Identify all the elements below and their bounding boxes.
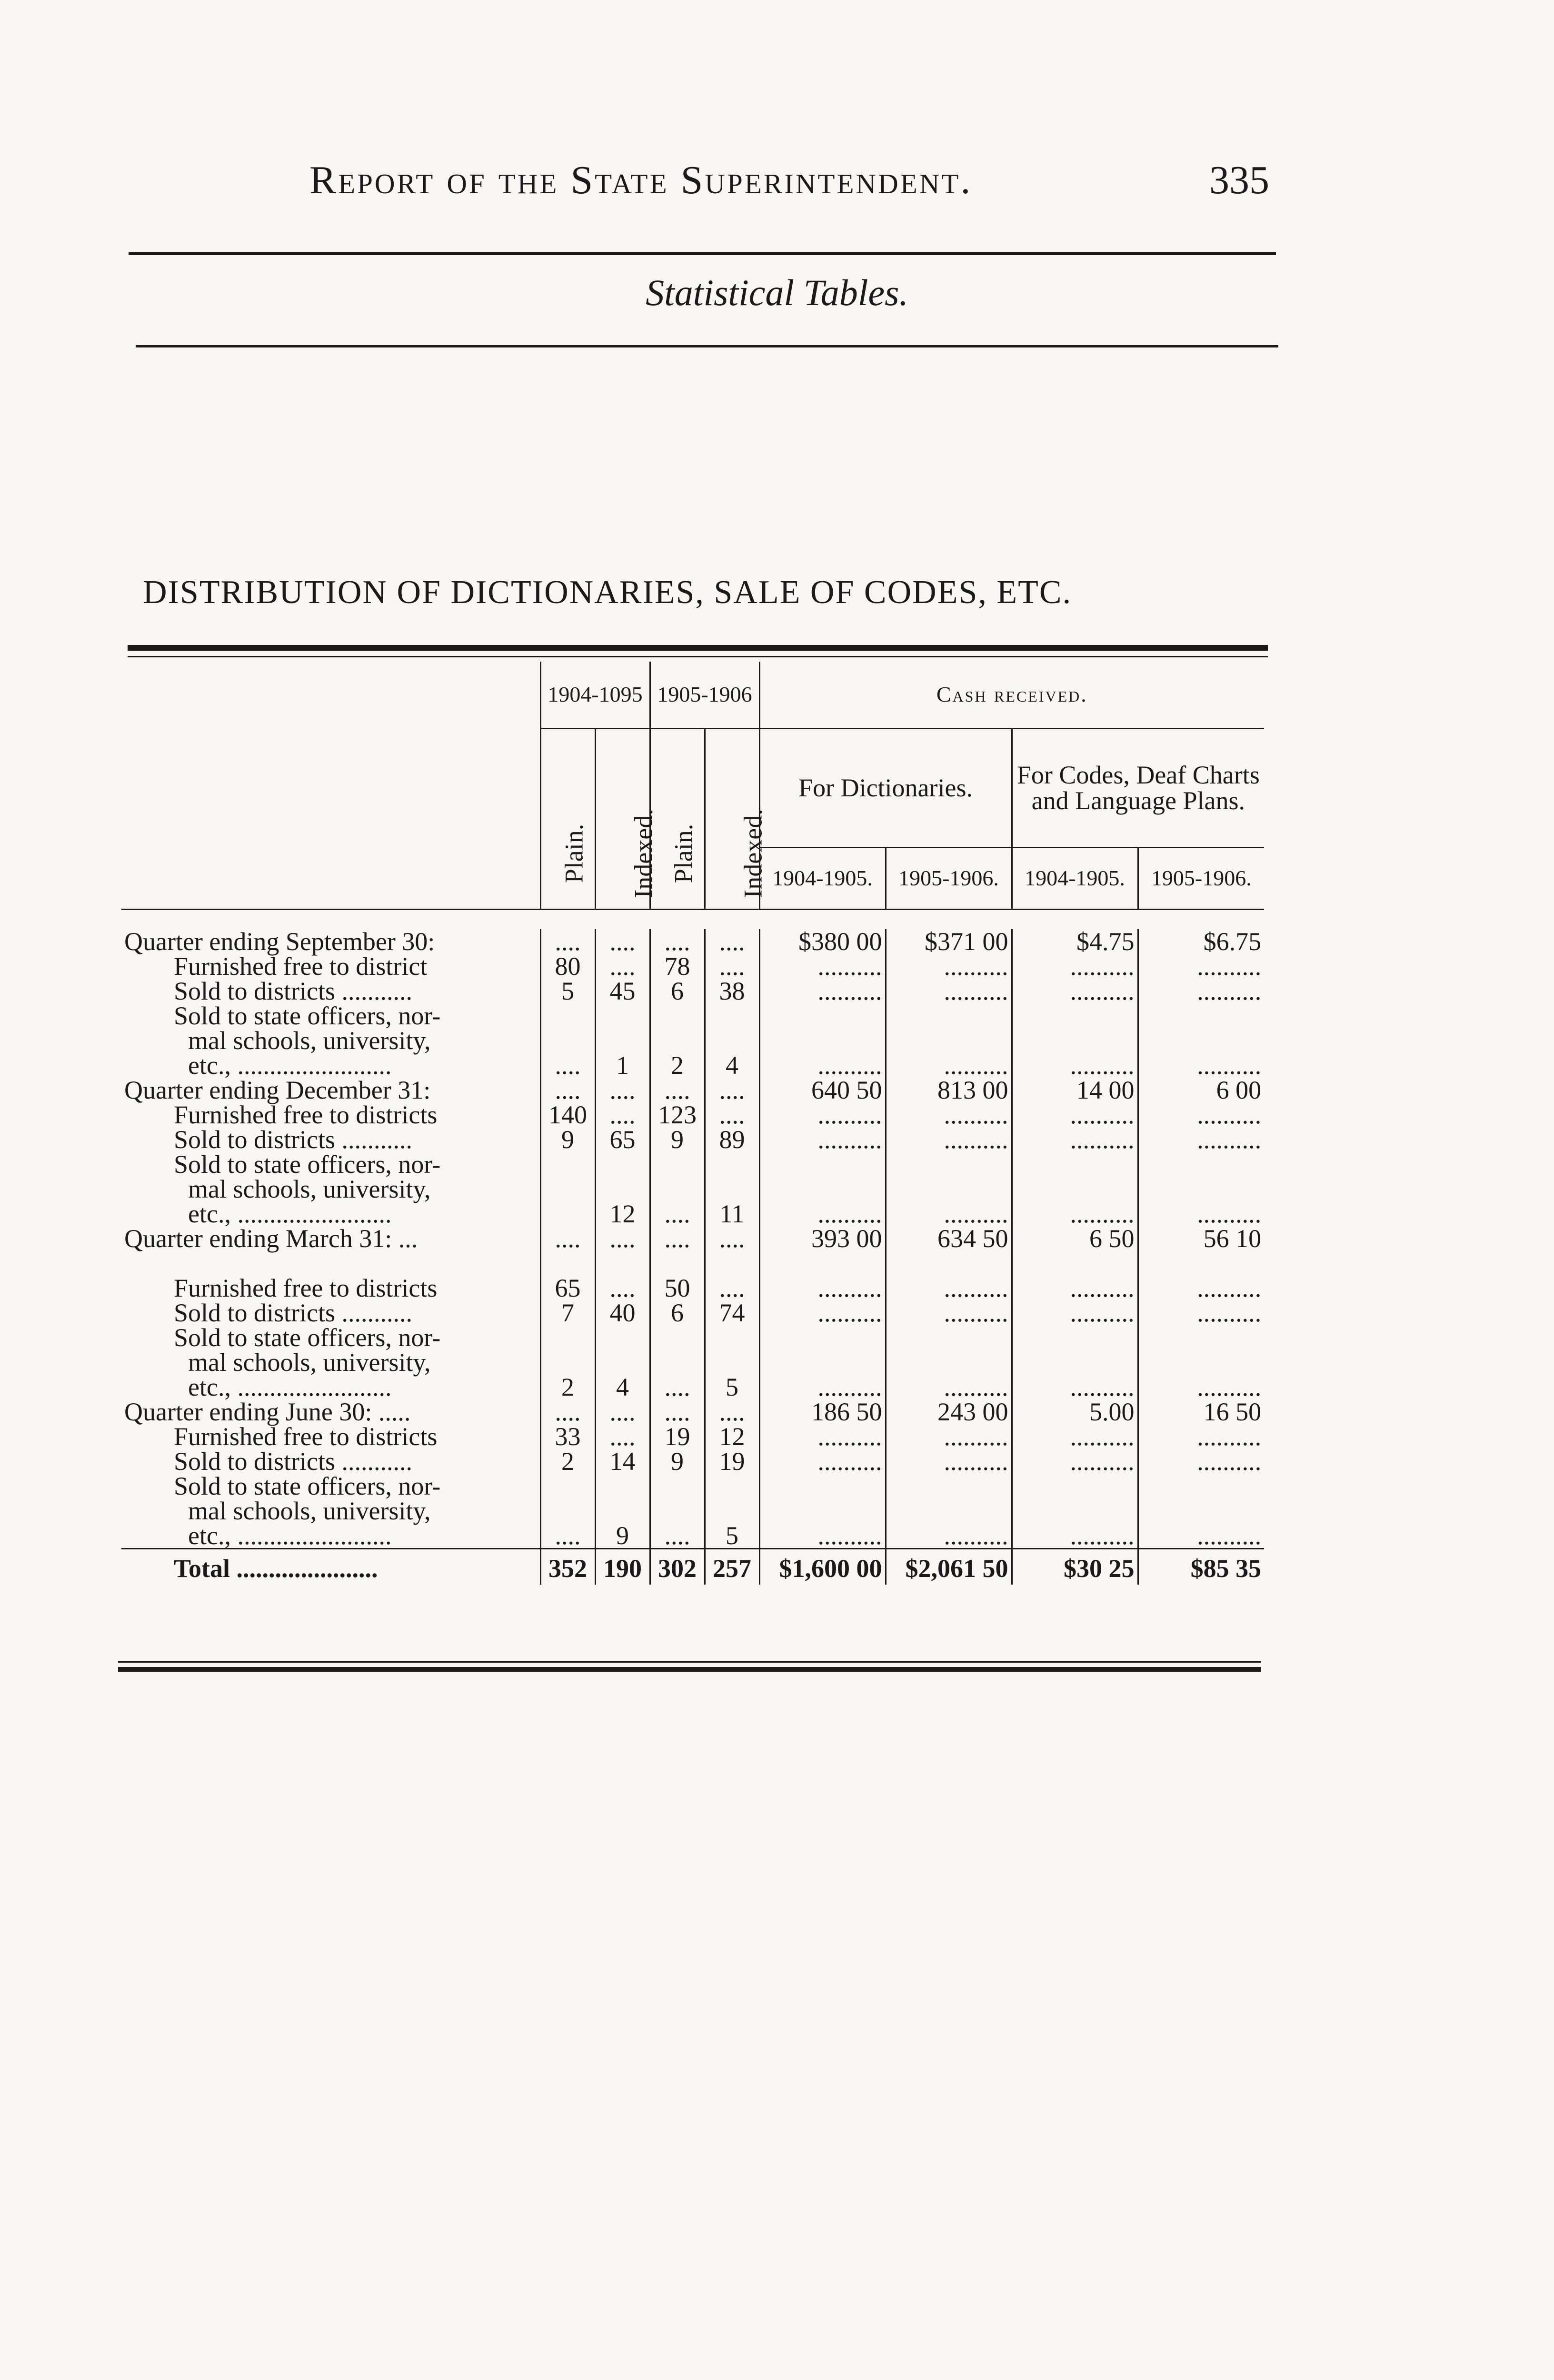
- table-row: [121, 1251, 1264, 1276]
- cell-dict-cash-1905: ..........: [886, 1276, 1012, 1300]
- cell-plain-1905: 123: [650, 1102, 705, 1127]
- table-row: [121, 1177, 1264, 1201]
- header-codes-1905: 1905-1906.: [1138, 847, 1264, 909]
- cell-indexed-1904: ....: [595, 1226, 650, 1251]
- cell-plain-1904: 7: [540, 1300, 595, 1325]
- stub-header: [121, 662, 540, 909]
- header-separator: [121, 909, 1264, 929]
- cell-dict-cash-1905: ..........: [886, 1300, 1012, 1325]
- cell-plain-1905: ....: [650, 929, 705, 954]
- cell-dict-cash-1904: 640 50: [759, 1078, 886, 1102]
- cell-codes-cash-1904: [1012, 1003, 1138, 1028]
- cell-plain-1905: 9: [650, 1127, 705, 1152]
- cell-codes-cash-1904: ..........: [1012, 1424, 1138, 1449]
- cell-codes-cash-1905: [1138, 1152, 1264, 1177]
- cell-dict-cash-1904: $1,600 00: [759, 1548, 886, 1585]
- cell-dict-cash-1905: [886, 1498, 1012, 1523]
- cell-dict-cash-1905: ..........: [886, 1449, 1012, 1474]
- cell-codes-cash-1905: ..........: [1138, 1276, 1264, 1300]
- table-row: [121, 1300, 1264, 1325]
- cell-plain-1904: 352: [540, 1548, 595, 1585]
- cell-plain-1904: [540, 1152, 595, 1177]
- cell-indexed-1904: [595, 1152, 650, 1177]
- cell-plain-1904: ....: [540, 1053, 595, 1078]
- row-label: etc., ........................: [188, 1199, 392, 1228]
- cell-dict-cash-1905: ..........: [886, 1102, 1012, 1127]
- table-header: [121, 662, 1264, 909]
- cell-plain-1905: ....: [650, 1523, 705, 1549]
- cell-indexed-1904: ....: [595, 1078, 650, 1102]
- cell-codes-cash-1904: [1012, 1325, 1138, 1350]
- cell-codes-cash-1905: ..........: [1138, 954, 1264, 979]
- cell-codes-cash-1904: ..........: [1012, 1449, 1138, 1474]
- cell-indexed-1904: ....: [595, 1276, 650, 1300]
- cell-codes-cash-1904: ..........: [1012, 979, 1138, 1003]
- row-label: Sold to state officers, nor-: [174, 1150, 441, 1179]
- header-dict-1904: 1904-1905.: [759, 847, 886, 909]
- cell-plain-1904: [540, 1350, 595, 1375]
- cell-indexed-1905: ....: [705, 1102, 759, 1127]
- cell-plain-1905: 2: [650, 1053, 705, 1078]
- cell-codes-cash-1904: ..........: [1012, 1053, 1138, 1078]
- quarter-row: [121, 929, 1264, 954]
- cell-dict-cash-1905: $2,061 50: [886, 1548, 1012, 1585]
- cell-plain-1905: 302: [650, 1548, 705, 1585]
- cell-dict-cash-1905: ..........: [886, 979, 1012, 1003]
- row-label: Total ......................: [121, 1548, 540, 1585]
- cell-plain-1905: [650, 1028, 705, 1053]
- header-plain-1905: Plain.: [650, 728, 705, 909]
- cell-indexed-1905: 38: [705, 979, 759, 1003]
- cell-dict-cash-1904: ..........: [759, 954, 886, 979]
- cell-indexed-1905: [705, 1152, 759, 1177]
- row-label: Furnished free to districts: [174, 1422, 438, 1451]
- cell-codes-cash-1905: [1138, 1325, 1264, 1350]
- cell-codes-cash-1904: ..........: [1012, 1300, 1138, 1325]
- cell-codes-cash-1904: ..........: [1012, 1201, 1138, 1226]
- table-title: DISTRIBUTION OF DICTIONARIES, SALE OF CODES, ETC.: [143, 574, 1072, 611]
- cell-indexed-1904: ....: [595, 929, 650, 954]
- cell-plain-1904: 33: [540, 1424, 595, 1449]
- row-label: Sold to districts ...........: [174, 1447, 413, 1476]
- row-label: Sold to districts ...........: [174, 1298, 413, 1327]
- cell-plain-1905: [650, 1251, 705, 1276]
- cell-codes-cash-1905: ..........: [1138, 1523, 1264, 1549]
- cell-plain-1904: ....: [540, 929, 595, 954]
- distribution-table: [121, 662, 1264, 1585]
- header-indexed-1905: Indexed.: [705, 728, 759, 909]
- cell-dict-cash-1904: ..........: [759, 1375, 886, 1399]
- cell-plain-1904: [540, 1251, 595, 1276]
- cell-dict-cash-1904: [759, 1003, 886, 1028]
- head-rule-top: [129, 252, 1276, 255]
- cell-plain-1905: [650, 1350, 705, 1375]
- running-head: [0, 157, 1554, 214]
- cell-codes-cash-1904: 5.00: [1012, 1399, 1138, 1424]
- row-label: Sold to state officers, nor-: [174, 1001, 441, 1030]
- page-number: 335: [1209, 158, 1269, 202]
- table-row: [121, 1102, 1264, 1127]
- table-row: [121, 1350, 1264, 1375]
- cell-indexed-1905: [705, 1028, 759, 1053]
- cell-dict-cash-1904: [759, 1498, 886, 1523]
- cell-plain-1904: [540, 1474, 595, 1498]
- cell-indexed-1904: 45: [595, 979, 650, 1003]
- cell-indexed-1904: [595, 1028, 650, 1053]
- cell-codes-cash-1905: ..........: [1138, 1201, 1264, 1226]
- cell-codes-cash-1904: 14 00: [1012, 1078, 1138, 1102]
- table-row: [121, 954, 1264, 979]
- table-body: [121, 909, 1264, 1585]
- cell-dict-cash-1904: [759, 1152, 886, 1177]
- row-label: Quarter ending September 30:: [124, 927, 435, 956]
- cell-indexed-1905: 5: [705, 1523, 759, 1549]
- cell-dict-cash-1905: 634 50: [886, 1226, 1012, 1251]
- cell-codes-cash-1905: [1138, 1498, 1264, 1523]
- cell-indexed-1905: 12: [705, 1424, 759, 1449]
- cell-indexed-1904: 190: [595, 1548, 650, 1585]
- cell-plain-1905: [650, 1177, 705, 1201]
- row-label: mal schools, university,: [188, 1496, 431, 1525]
- cell-plain-1905: 78: [650, 954, 705, 979]
- section-title: Statistical Tables.: [646, 272, 908, 313]
- cell-indexed-1904: 9: [595, 1523, 650, 1549]
- cell-codes-cash-1905: [1138, 1474, 1264, 1498]
- table-bottom-rule-thin: [118, 1661, 1261, 1663]
- cell-indexed-1904: 65: [595, 1127, 650, 1152]
- cell-indexed-1904: ....: [595, 1399, 650, 1424]
- cell-indexed-1904: [595, 1474, 650, 1498]
- cell-codes-cash-1904: [1012, 1350, 1138, 1375]
- cell-indexed-1905: [705, 1350, 759, 1375]
- table-row: [121, 1003, 1264, 1028]
- cell-dict-cash-1905: ..........: [886, 1424, 1012, 1449]
- table-row: [121, 1053, 1264, 1078]
- table-row: [121, 1325, 1264, 1350]
- header-year-1904: 1904-1095: [540, 662, 650, 728]
- cell-codes-cash-1904: [1012, 1251, 1138, 1276]
- row-label: Sold to districts ...........: [174, 976, 413, 1005]
- cell-plain-1904: ....: [540, 1078, 595, 1102]
- cell-indexed-1904: [595, 1251, 650, 1276]
- row-label: mal schools, university,: [188, 1348, 431, 1377]
- cell-dict-cash-1905: [886, 1474, 1012, 1498]
- cell-dict-cash-1905: [886, 1251, 1012, 1276]
- cell-plain-1904: [540, 1325, 595, 1350]
- cell-codes-cash-1904: [1012, 1498, 1138, 1523]
- cell-dict-cash-1905: [886, 1028, 1012, 1053]
- cell-codes-cash-1904: ..........: [1012, 1375, 1138, 1399]
- head-rule-bottom: [136, 345, 1278, 347]
- header-for-codes: For Codes, Deaf Charts and Language Plans.: [1012, 728, 1264, 847]
- row-label: etc., ........................: [188, 1051, 392, 1080]
- cell-dict-cash-1904: ..........: [759, 1102, 886, 1127]
- cell-plain-1905: 50: [650, 1276, 705, 1300]
- cell-codes-cash-1905: $6.75: [1138, 929, 1264, 954]
- cell-plain-1905: ....: [650, 1399, 705, 1424]
- cell-indexed-1905: 19: [705, 1449, 759, 1474]
- cell-indexed-1904: 12: [595, 1201, 650, 1226]
- row-label: Quarter ending June 30: .....: [124, 1397, 411, 1426]
- table-top-rule-thick: [128, 645, 1268, 651]
- cell-dict-cash-1904: [759, 1028, 886, 1053]
- cell-indexed-1904: ....: [595, 1424, 650, 1449]
- cell-dict-cash-1905: 243 00: [886, 1399, 1012, 1424]
- cell-dict-cash-1905: [886, 1350, 1012, 1375]
- cell-plain-1905: 19: [650, 1424, 705, 1449]
- cell-indexed-1905: 89: [705, 1127, 759, 1152]
- cell-indexed-1904: [595, 1325, 650, 1350]
- cell-indexed-1904: [595, 1177, 650, 1201]
- header-codes-1904: 1904-1905.: [1012, 847, 1138, 909]
- row-label: mal schools, university,: [188, 1026, 431, 1055]
- cell-indexed-1905: 4: [705, 1053, 759, 1078]
- table-top-rule-thin: [128, 656, 1268, 657]
- cell-plain-1905: ....: [650, 1201, 705, 1226]
- cell-dict-cash-1904: [759, 1350, 886, 1375]
- cell-indexed-1905: 5: [705, 1375, 759, 1399]
- row-label: Quarter ending March 31: ...: [124, 1224, 418, 1253]
- cell-plain-1905: 6: [650, 1300, 705, 1325]
- cell-plain-1904: [540, 1201, 595, 1226]
- cell-plain-1905: ....: [650, 1226, 705, 1251]
- cell-plain-1905: ....: [650, 1375, 705, 1399]
- cell-codes-cash-1904: ..........: [1012, 1276, 1138, 1300]
- cell-dict-cash-1905: ..........: [886, 954, 1012, 979]
- cell-codes-cash-1904: [1012, 1177, 1138, 1201]
- cell-dict-cash-1904: ..........: [759, 1201, 886, 1226]
- cell-plain-1904: 5: [540, 979, 595, 1003]
- cell-plain-1904: 140: [540, 1102, 595, 1127]
- cell-plain-1904: ....: [540, 1226, 595, 1251]
- cell-codes-cash-1905: 6 00: [1138, 1078, 1264, 1102]
- cell-codes-cash-1904: ..........: [1012, 954, 1138, 979]
- header-cash-received: Cash received.: [759, 662, 1264, 728]
- cell-indexed-1905: 11: [705, 1201, 759, 1226]
- cell-plain-1904: [540, 1177, 595, 1201]
- table-row: [121, 1127, 1264, 1152]
- cell-indexed-1905: ....: [705, 954, 759, 979]
- row-label: etc., ........................: [188, 1372, 392, 1401]
- cell-codes-cash-1904: [1012, 1152, 1138, 1177]
- cell-codes-cash-1905: ..........: [1138, 1053, 1264, 1078]
- cell-dict-cash-1904: [759, 1177, 886, 1201]
- cell-dict-cash-1904: $380 00: [759, 929, 886, 954]
- table-row: [121, 1449, 1264, 1474]
- cell-indexed-1904: 1: [595, 1053, 650, 1078]
- cell-indexed-1905: [705, 1474, 759, 1498]
- cell-codes-cash-1905: ..........: [1138, 1424, 1264, 1449]
- cell-plain-1904: 2: [540, 1375, 595, 1399]
- cell-dict-cash-1905: [886, 1152, 1012, 1177]
- table-row: [121, 1028, 1264, 1053]
- cell-codes-cash-1905: [1138, 1003, 1264, 1028]
- cell-codes-cash-1905: [1138, 1028, 1264, 1053]
- row-label: Quarter ending December 31:: [124, 1075, 431, 1104]
- cell-codes-cash-1905: 56 10: [1138, 1226, 1264, 1251]
- cell-dict-cash-1904: ..........: [759, 1449, 886, 1474]
- cell-plain-1904: 2: [540, 1449, 595, 1474]
- row-label: Sold to state officers, nor-: [174, 1471, 441, 1500]
- cell-codes-cash-1905: ..........: [1138, 1375, 1264, 1399]
- cell-dict-cash-1904: ..........: [759, 979, 886, 1003]
- cell-indexed-1904: [595, 1498, 650, 1523]
- header-for-dictionaries: For Dictionaries.: [759, 728, 1012, 847]
- cell-dict-cash-1904: ..........: [759, 1127, 886, 1152]
- cell-indexed-1905: ....: [705, 929, 759, 954]
- quarter-row: [121, 1399, 1264, 1424]
- cell-codes-cash-1904: ..........: [1012, 1523, 1138, 1549]
- header-plain-1904: Plain.: [540, 728, 595, 909]
- row-label: Sold to districts ...........: [174, 1125, 413, 1154]
- cell-dict-cash-1905: ..........: [886, 1127, 1012, 1152]
- cell-indexed-1905: [705, 1177, 759, 1201]
- cell-plain-1904: [540, 1003, 595, 1028]
- cell-dict-cash-1904: ..........: [759, 1523, 886, 1549]
- table-row: [121, 1201, 1264, 1226]
- table-row: [121, 1474, 1264, 1498]
- table-row: [121, 979, 1264, 1003]
- cell-indexed-1905: ....: [705, 1399, 759, 1424]
- row-label: Sold to state officers, nor-: [174, 1323, 441, 1352]
- cell-dict-cash-1904: ..........: [759, 1276, 886, 1300]
- table-row: [121, 1523, 1264, 1549]
- cell-indexed-1905: ....: [705, 1276, 759, 1300]
- cell-dict-cash-1904: 393 00: [759, 1226, 886, 1251]
- cell-codes-cash-1905: ..........: [1138, 979, 1264, 1003]
- cell-plain-1904: [540, 1028, 595, 1053]
- row-label: [121, 1251, 540, 1276]
- table-bottom-rule-thick: [118, 1667, 1261, 1672]
- cell-dict-cash-1904: [759, 1251, 886, 1276]
- cell-dict-cash-1905: [886, 1177, 1012, 1201]
- cell-codes-cash-1905: ..........: [1138, 1127, 1264, 1152]
- cell-dict-cash-1905: $371 00: [886, 929, 1012, 954]
- cell-codes-cash-1904: [1012, 1028, 1138, 1053]
- row-label: Furnished free to districts: [174, 1100, 438, 1129]
- cell-dict-cash-1904: [759, 1474, 886, 1498]
- cell-codes-cash-1905: [1138, 1177, 1264, 1201]
- cell-indexed-1905: ....: [705, 1226, 759, 1251]
- cell-dict-cash-1904: [759, 1325, 886, 1350]
- cell-indexed-1904: 4: [595, 1375, 650, 1399]
- cell-plain-1905: [650, 1498, 705, 1523]
- cell-indexed-1905: [705, 1498, 759, 1523]
- cell-plain-1905: [650, 1325, 705, 1350]
- header-dict-1905: 1905-1906.: [886, 847, 1012, 909]
- cell-plain-1904: 9: [540, 1127, 595, 1152]
- cell-dict-cash-1905: ..........: [886, 1201, 1012, 1226]
- cell-codes-cash-1905: ..........: [1138, 1300, 1264, 1325]
- cell-indexed-1904: [595, 1350, 650, 1375]
- cell-dict-cash-1904: ..........: [759, 1300, 886, 1325]
- cell-plain-1904: [540, 1498, 595, 1523]
- cell-dict-cash-1905: ..........: [886, 1523, 1012, 1549]
- total-row: [121, 1548, 1264, 1585]
- table-row: [121, 1424, 1264, 1449]
- table-row: [121, 1498, 1264, 1523]
- row-label: etc., ........................: [188, 1521, 392, 1550]
- quarter-row: [121, 1078, 1264, 1102]
- cell-plain-1904: ....: [540, 1399, 595, 1424]
- cell-codes-cash-1904: $4.75: [1012, 929, 1138, 954]
- cell-indexed-1904: 14: [595, 1449, 650, 1474]
- table-row: [121, 1152, 1264, 1177]
- cell-codes-cash-1904: ..........: [1012, 1102, 1138, 1127]
- cell-codes-cash-1905: ..........: [1138, 1449, 1264, 1474]
- cell-dict-cash-1905: [886, 1003, 1012, 1028]
- cell-codes-cash-1904: 6 50: [1012, 1226, 1138, 1251]
- cell-dict-cash-1904: 186 50: [759, 1399, 886, 1424]
- cell-indexed-1905: 74: [705, 1300, 759, 1325]
- header-indexed-1904: Indexed.: [595, 728, 650, 909]
- cell-indexed-1904: 40: [595, 1300, 650, 1325]
- cell-dict-cash-1905: ..........: [886, 1375, 1012, 1399]
- cell-indexed-1905: [705, 1003, 759, 1028]
- cell-codes-cash-1905: 16 50: [1138, 1399, 1264, 1424]
- cell-dict-cash-1905: ..........: [886, 1053, 1012, 1078]
- cell-codes-cash-1905: $85 35: [1138, 1548, 1264, 1585]
- running-head-title: Report of the State Superintendent.: [309, 158, 973, 202]
- cell-codes-cash-1904: $30 25: [1012, 1548, 1138, 1585]
- header-year-1905: 1905-1906: [650, 662, 759, 728]
- row-label: Furnished free to district: [174, 952, 428, 981]
- cell-indexed-1904: ....: [595, 954, 650, 979]
- cell-indexed-1905: [705, 1325, 759, 1350]
- cell-dict-cash-1905: 813 00: [886, 1078, 1012, 1102]
- cell-codes-cash-1904: ..........: [1012, 1127, 1138, 1152]
- row-label: Furnished free to districts: [174, 1273, 438, 1302]
- cell-plain-1905: [650, 1474, 705, 1498]
- quarter-row: [121, 1226, 1264, 1251]
- cell-indexed-1905: ....: [705, 1078, 759, 1102]
- row-label: mal schools, university,: [188, 1174, 431, 1203]
- table-row: [121, 1276, 1264, 1300]
- cell-indexed-1904: ....: [595, 1102, 650, 1127]
- cell-dict-cash-1905: [886, 1325, 1012, 1350]
- cell-dict-cash-1904: ..........: [759, 1053, 886, 1078]
- cell-plain-1904: 65: [540, 1276, 595, 1300]
- cell-plain-1904: 80: [540, 954, 595, 979]
- cell-dict-cash-1904: ..........: [759, 1424, 886, 1449]
- cell-plain-1905: [650, 1003, 705, 1028]
- cell-indexed-1904: [595, 1003, 650, 1028]
- cell-codes-cash-1904: [1012, 1474, 1138, 1498]
- cell-indexed-1905: 257: [705, 1548, 759, 1585]
- cell-plain-1905: ....: [650, 1078, 705, 1102]
- cell-plain-1905: 9: [650, 1449, 705, 1474]
- cell-indexed-1905: [705, 1251, 759, 1276]
- table-row: [121, 1375, 1264, 1399]
- cell-plain-1905: [650, 1152, 705, 1177]
- cell-codes-cash-1905: [1138, 1251, 1264, 1276]
- cell-codes-cash-1905: [1138, 1350, 1264, 1375]
- cell-plain-1905: 6: [650, 979, 705, 1003]
- cell-plain-1904: ....: [540, 1523, 595, 1549]
- cell-codes-cash-1905: ..........: [1138, 1102, 1264, 1127]
